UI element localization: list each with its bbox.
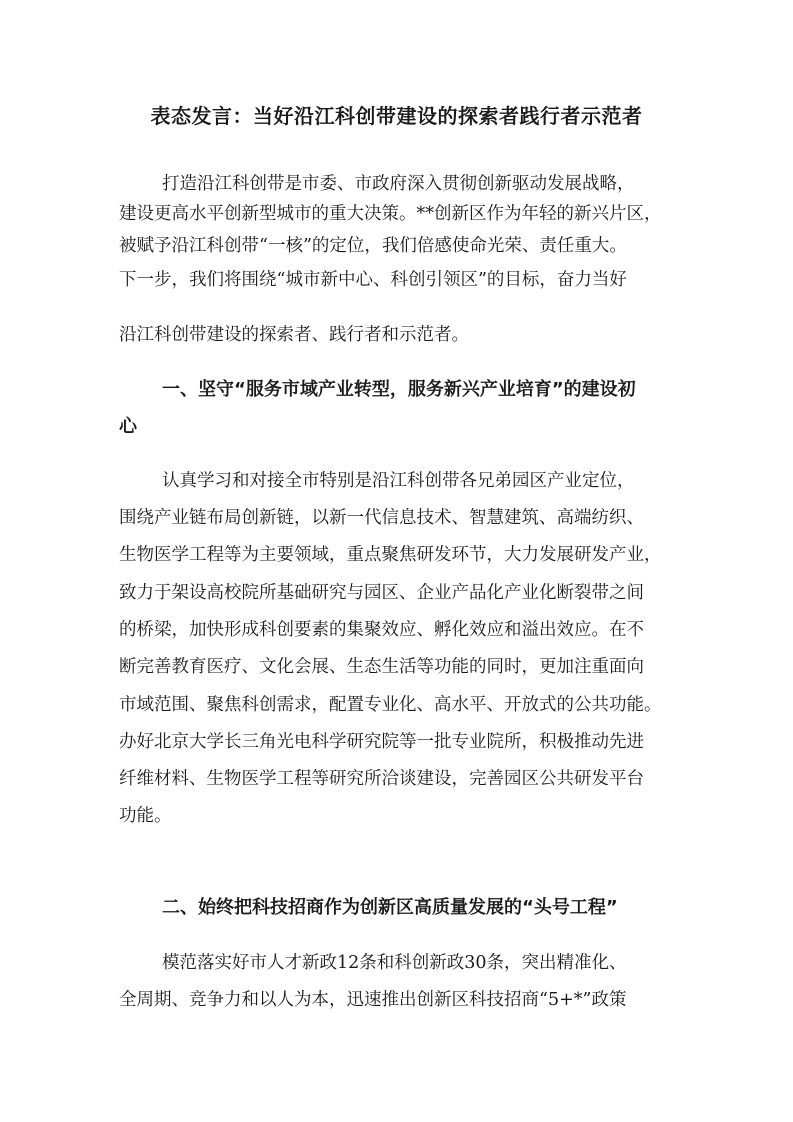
paragraph-line: 沿江科创带建设的探索者、践行者和示范者。 — [119, 325, 469, 345]
paragraph-line: 市域范围、聚焦科创需求，配置专业化、高水平、开放式的公共功能。 — [119, 695, 662, 715]
section-heading-1: 一、坚守“服务市域产业转型，服务新兴产业培育”的建设初 — [162, 379, 636, 400]
paragraph-line: 下一步，我们将围绕“城市新中心、科创引领区”的目标，奋力当好 — [119, 270, 627, 290]
paragraph-line: 打造沿江科创带是市委、市政府深入贯彻创新驱动发展战略， — [162, 174, 635, 194]
document-title: 表态发言：当好沿江科创带建设的探索者践行者示范者 — [150, 104, 643, 128]
paragraph-line: 的桥梁，加快形成科创要素的集聚效应、孵化效应和溢出效应。在不 — [119, 620, 644, 640]
paragraph-line: 功能。 — [119, 806, 172, 826]
section-heading-1-continued: 心 — [119, 416, 137, 437]
paragraph-line: 办好北京大学长三角光电科学研究院等一批专业院所，积极推动先进 — [119, 732, 644, 752]
paragraph-line: 致力于架设高校院所基础研究与园区、企业产品化产业化断裂带之间 — [119, 583, 644, 603]
paragraph-line: 全周期、竞争力和以人为本，迅速推出创新区科技招商“5+*”政策 — [119, 990, 627, 1010]
paragraph-line: 断完善教育医疗、文化会展、生态生活等功能的同时，更加注重面向 — [119, 657, 644, 677]
paragraph-line: 生物医学工程等为主要领域，重点聚焦研发环节，大力发展研发产业， — [119, 545, 662, 565]
paragraph-line: 纤维材料、生物医学工程等研究所洽谈建设，完善园区公共研发平台 — [119, 769, 644, 789]
paragraph-line: 建设更高水平创新型城市的重大决策。**创新区作为年轻的新兴片区， — [119, 204, 662, 224]
section-heading-2: 二、始终把科技招商作为创新区高质量发展的“头号工程” — [162, 897, 618, 918]
paragraph-line: 围绕产业链布局创新链，以新一代信息技术、智慧建筑、高端纺织、 — [119, 508, 644, 528]
paragraph-line: 认真学习和对接全市特别是沿江科创带各兄弟园区产业定位， — [162, 471, 635, 491]
paragraph-line: 模范落实好市人才新政12条和科创新政30条，突出精准化、 — [162, 953, 627, 973]
paragraph-line: 被赋予沿江科创带“一核”的定位，我们倍感使命光荣、责任重大。 — [119, 236, 627, 256]
